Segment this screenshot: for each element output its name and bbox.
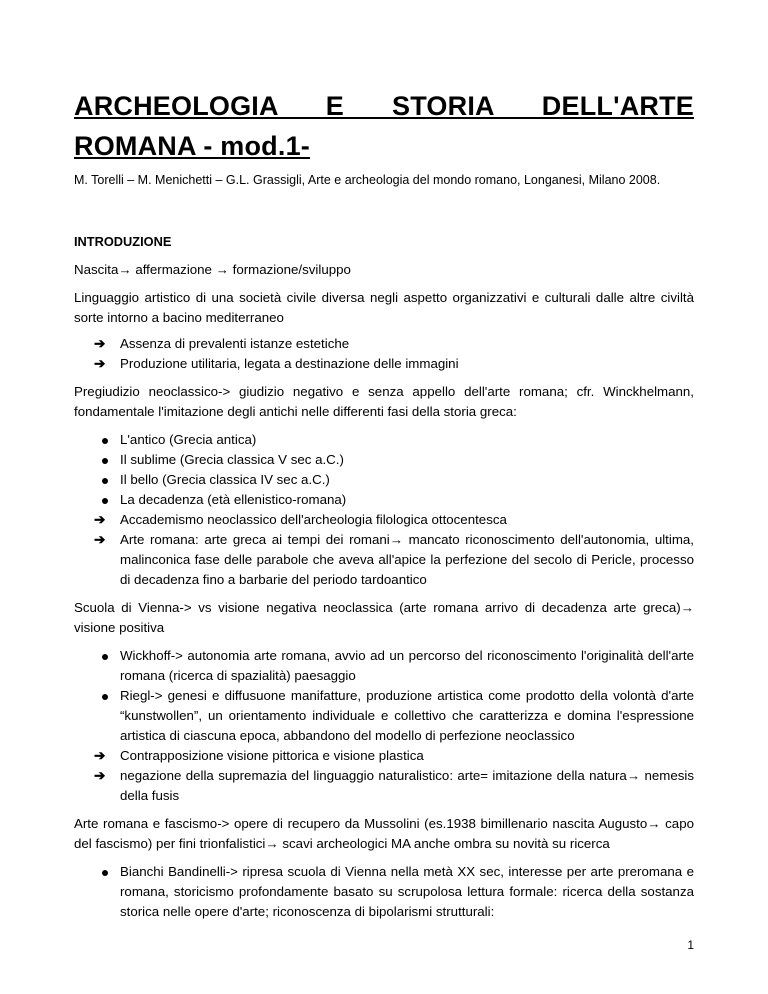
bullet-icon bbox=[102, 654, 108, 660]
paragraph-5: Arte romana e fascismo-> opere di recupero da Mussolini (es.1938 bimillenario nascita Augusto→ capo del fascismo) per fini trionfalistici→ scavi archeologici MA anche ombra su novità su ricerca bbox=[74, 816, 694, 851]
list-4 bbox=[74, 862, 694, 922]
list-item: Il bello (Grecia classica IV sec a.C.) bbox=[94, 470, 694, 490]
list-item: Wickhoff-> autonomia arte romana, avvio ad un percorso del riconoscimento l'originalità dell'arte romana (ricerca di spazialità) paesaggio bbox=[94, 646, 694, 686]
paragraph-3: Pregiudizio neoclassico-> giudizio negativo e senza appello dell'arte romana; cfr. Winckhelmann, fondamentale l'imitazione degli antichi nelle differenti fasi della storia greca: bbox=[74, 384, 694, 419]
arrow-icon: ➔ bbox=[94, 512, 106, 527]
section-heading: INTRODUZIONE bbox=[74, 234, 172, 249]
bibliographic-reference: M. Torelli – M. Menichetti – G.L. Grassigli, Arte e archeologia del mondo romano, Longanesi, Milano 2008. bbox=[74, 173, 661, 187]
list-item: ➔ negazione della supremazia del linguaggio naturalistico: arte= imitazione della natura→ nemesis della fusis bbox=[94, 768, 694, 803]
list-item: ➔ Arte romana: arte greca ai tempi dei romani→ mancato riconoscimento dell'autonomia, ultima, malinconica fase delle parabole che aveva all'apice la perfezione del secolo di Pericle, processo di decadenza fino a barbarie del periodo tardoantico bbox=[94, 532, 694, 587]
paragraph-4: Scuola di Vienna-> vs visione negativa neoclassica (arte romana arrivo di decadenza arte greca)→ visione positiva bbox=[74, 600, 694, 635]
list-item: ➔ Contrapposizione visione pittorica e visione plastica bbox=[94, 746, 694, 766]
paragraph-2: Linguaggio artistico di una società civile diversa negli aspetto organizzativi e culturali dalle altre civiltà sorte intorno a bacino mediterraneo bbox=[74, 290, 694, 325]
document-title: ARCHEOLOGIA E STORIA DELL'ARTE ROMANA - mod.1- bbox=[74, 91, 694, 161]
arrow-icon: ➔ bbox=[94, 768, 106, 783]
list-3 bbox=[74, 646, 694, 806]
list-item: Riegl-> genesi e diffusuone manifatture, produzione artistica come prodotto della volontà d'arte “kunstwollen”, un orientamento individuale e collettivo che caratterizza e domina l'espressione artistica di ciascuna epoca, abbandono del modello di perfezione neoclassico bbox=[94, 686, 694, 746]
list-item: La decadenza (età ellenistico-romana) bbox=[94, 490, 694, 510]
list-item: ➔ Produzione utilitaria, legata a destinazione delle immagini bbox=[94, 354, 694, 374]
arrow-icon: ➔ bbox=[94, 336, 106, 351]
arrow-icon: ➔ bbox=[94, 532, 106, 547]
list-item: Bianchi Bandinelli-> ripresa scuola di Vienna nella metà XX sec, interesse per arte preromana e romana, storicismo profondamente basato su scrupolosa lettura formale: ricerca della sostanza storica nelle opere d'arte; riconoscenza di bipolarismi strutturali: bbox=[94, 862, 694, 922]
arrow-icon: ➔ bbox=[94, 748, 106, 763]
list-item: L'antico (Grecia antica) bbox=[94, 430, 694, 450]
bullet-icon bbox=[102, 870, 108, 876]
list-1 bbox=[74, 334, 694, 374]
list-item: ➔ Accademismo neoclassico dell'archeologia filologica ottocentesca bbox=[94, 510, 694, 530]
page-number: 1 bbox=[687, 938, 694, 952]
bullet-icon bbox=[102, 478, 108, 484]
bullet-icon bbox=[102, 438, 108, 444]
arrow-icon: ➔ bbox=[94, 356, 106, 371]
bullet-icon bbox=[102, 498, 108, 504]
bullet-icon bbox=[102, 458, 108, 464]
list-item: ➔ Assenza di prevalenti istanze estetiche bbox=[94, 334, 694, 354]
list-2 bbox=[74, 430, 694, 590]
list-item: Il sublime (Grecia classica V sec a.C.) bbox=[94, 450, 694, 470]
bullet-icon bbox=[102, 694, 108, 700]
paragraph-1: Nascita→ affermazione → formazione/sviluppo bbox=[74, 262, 351, 277]
document-page bbox=[74, 86, 694, 922]
